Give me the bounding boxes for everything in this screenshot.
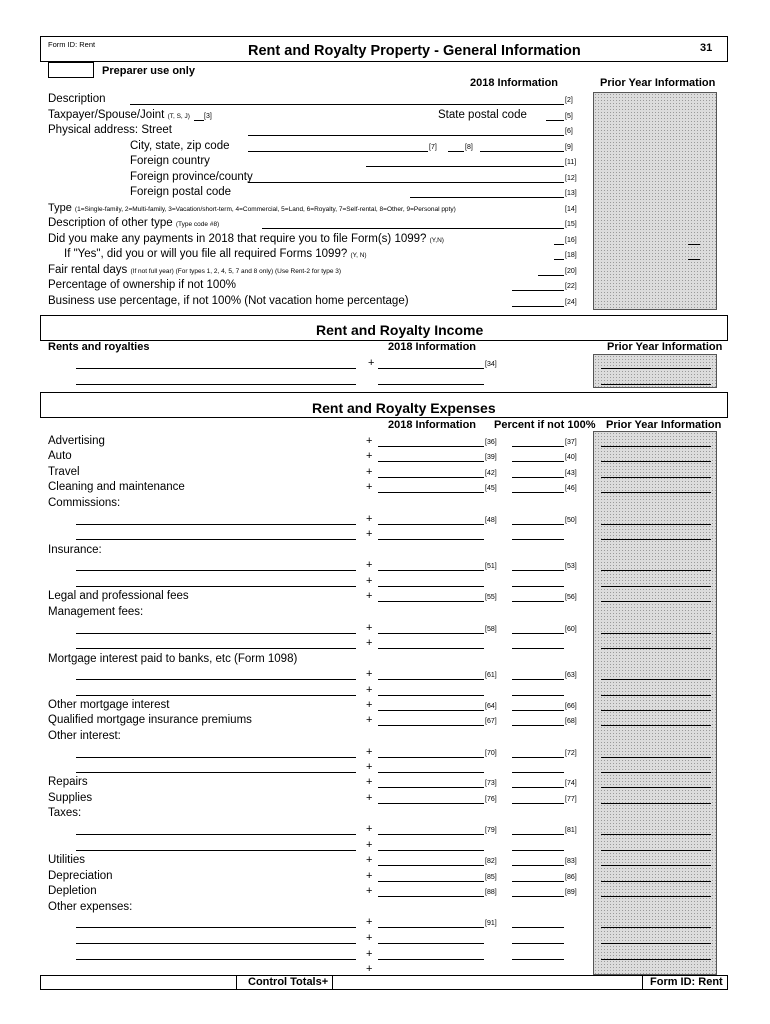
code-odes: [91] (485, 920, 497, 927)
code-odes: [53] (565, 563, 577, 570)
plus-sign: + (366, 435, 373, 447)
expense-percent-other-expenses-2[interactable] (512, 943, 564, 944)
expense-percent-management-2[interactable] (512, 648, 564, 649)
code-odes: [40] (565, 454, 577, 461)
income-col-prior: Prior Year Information (607, 341, 723, 353)
expense-amount-other-mortgage[interactable] (378, 710, 484, 711)
code-odes: [70] (485, 750, 497, 757)
prior-other-mortgage[interactable] (601, 710, 711, 711)
expense-amount-commissions-2[interactable] (378, 539, 484, 540)
foreign-postal-field[interactable] (410, 197, 564, 198)
expense-label-utilities: Utilities (48, 854, 86, 866)
prior-legal[interactable] (601, 601, 711, 602)
prior-other-expenses-2[interactable] (601, 943, 711, 944)
code-7: [7] (429, 144, 437, 151)
expense-desc-other-interest-1[interactable] (76, 757, 356, 758)
prior-management-2[interactable] (601, 648, 711, 649)
plus-sign: + (366, 622, 373, 634)
plus-sign: + (366, 746, 373, 758)
expense-amount-travel[interactable] (378, 477, 484, 478)
prior-insurance-2[interactable] (601, 586, 711, 587)
page-title: Rent and Royalty Property - General Information (248, 43, 581, 59)
expense-amount-insurance-2[interactable] (378, 586, 484, 587)
plus-sign: + (366, 528, 373, 540)
expense-percent-commissions-1[interactable] (512, 524, 564, 525)
code-odes: [72] (565, 750, 577, 757)
rents-royalties-label: Rents and royalties (48, 341, 150, 353)
plus-sign: + (366, 684, 373, 696)
plus-sign: + (366, 854, 373, 866)
other-type-field[interactable] (262, 228, 564, 229)
income-col-2018: 2018 Information (388, 341, 477, 353)
expense-desc-taxes-1[interactable] (76, 834, 356, 835)
code-5: [5] (565, 113, 573, 120)
code-odes: [48] (485, 517, 497, 524)
code-odes: [36] (485, 439, 497, 446)
rents-desc-1[interactable] (76, 368, 356, 369)
footer-divider-left (236, 975, 237, 990)
code-18: [18] (565, 252, 577, 259)
expense-desc-other-expenses-2[interactable] (76, 943, 356, 944)
prior-qualified-premiums[interactable] (601, 725, 711, 726)
code-15: [15] (565, 221, 577, 228)
expense-desc-commissions-2[interactable] (76, 539, 356, 540)
prior-payments-1099-field[interactable] (688, 244, 700, 245)
code-odes: [66] (565, 703, 577, 710)
expense-label-depletion: Depletion (48, 885, 97, 897)
expense-desc-other-interest-2[interactable] (76, 772, 356, 773)
rents-amount-2[interactable] (378, 384, 484, 385)
code-odes: [73] (485, 780, 497, 787)
prior-auto[interactable] (601, 461, 711, 462)
form-id-label: Form ID: Rent (48, 40, 96, 49)
expenses-col-2018: 2018 Information (388, 419, 477, 431)
expense-desc-insurance-1[interactable] (76, 570, 356, 571)
plus-sign: + (366, 699, 373, 711)
code-22: [22] (565, 283, 577, 290)
expense-label-other-interest: Other interest: (48, 730, 121, 742)
code-odes: [77] (565, 796, 577, 803)
code-odes: [76] (485, 796, 497, 803)
prior-year-column-expenses (593, 431, 717, 975)
description-label: Description (48, 93, 106, 105)
expense-amount-advertising[interactable] (378, 446, 484, 447)
prior-supplies[interactable] (601, 803, 711, 804)
expense-desc-insurance-2[interactable] (76, 586, 356, 587)
foreign-province-label: Foreign province/county (130, 171, 253, 183)
code-11: [11] (565, 159, 577, 166)
expense-label-mortgage: Mortgage interest paid to banks, etc (Form 1098) (48, 653, 298, 665)
expense-percent-legal[interactable] (512, 601, 564, 602)
expense-percent-cleaning[interactable] (512, 492, 564, 493)
plus-sign: + (366, 575, 373, 587)
expense-amount-other-expenses-3[interactable] (378, 959, 484, 960)
taxpayer-label: Taxpayer/Spouse/Joint (T, S, J) (48, 109, 190, 121)
code-odes: [86] (565, 874, 577, 881)
plus-sign: + (366, 776, 373, 788)
physical-address-label: Physical address: Street (48, 124, 173, 136)
zip-field[interactable] (480, 151, 564, 152)
prior-rents-2[interactable] (601, 384, 711, 385)
plus-sign: + (366, 466, 373, 478)
expense-percent-travel[interactable] (512, 477, 564, 478)
prior-if-yes-field[interactable] (688, 259, 700, 260)
expense-amount-taxes-1[interactable] (378, 834, 484, 835)
expenses-title: Rent and Royalty Expenses (312, 400, 496, 416)
prior-travel[interactable] (601, 477, 711, 478)
expense-desc-taxes-2[interactable] (76, 850, 356, 851)
expense-amount-qualified-premiums[interactable] (378, 725, 484, 726)
code-12: [12] (565, 175, 577, 182)
expense-percent-depletion[interactable] (512, 896, 564, 897)
code-9: [9] (565, 144, 573, 151)
street-field[interactable] (248, 135, 564, 136)
code-odes: [85] (485, 874, 497, 881)
code-odes: [50] (565, 517, 577, 524)
prior-advertising[interactable] (601, 446, 711, 447)
expense-amount-other-interest-2[interactable] (378, 772, 484, 773)
plus-sign: + (366, 668, 373, 680)
other-type-label: Description of other type (Type code #8) (48, 217, 220, 229)
expense-percent-advertising[interactable] (512, 446, 564, 447)
expense-label-advertising: Advertising (48, 435, 105, 447)
control-totals-label: Control Totals+ (248, 976, 329, 988)
code-3: [3] (204, 113, 212, 120)
expense-amount-depletion[interactable] (378, 896, 484, 897)
expense-percent-insurance-1[interactable] (512, 570, 564, 571)
code-20: [20] (565, 268, 577, 275)
expense-percent-other-interest-2[interactable] (512, 772, 564, 773)
expense-amount-cleaning[interactable] (378, 492, 484, 493)
expense-amount-other-interest-1[interactable] (378, 757, 484, 758)
page-number: 31 (700, 42, 713, 54)
expense-amount-legal[interactable] (378, 601, 484, 602)
code-odes: [42] (485, 470, 497, 477)
expense-amount-other-expenses-2[interactable] (378, 943, 484, 944)
code-24: [24] (565, 299, 577, 306)
foreign-province-field[interactable] (248, 182, 564, 183)
city-field[interactable] (248, 151, 428, 152)
col-prior-header: Prior Year Information (600, 77, 716, 89)
foreign-country-field[interactable] (366, 166, 564, 167)
footer-box (40, 975, 728, 990)
expense-percent-commissions-2[interactable] (512, 539, 564, 540)
code-odes: [74] (565, 780, 577, 787)
prior-mortgage-2[interactable] (601, 695, 711, 696)
prior-commissions-2[interactable] (601, 539, 711, 540)
code-odes: [39] (485, 454, 497, 461)
plus-sign: + (366, 761, 373, 773)
expense-percent-other-expenses-1[interactable] (512, 927, 564, 928)
prior-commissions-1[interactable] (601, 524, 711, 525)
code-13: [13] (565, 190, 577, 197)
expense-percent-taxes-2[interactable] (512, 850, 564, 851)
expense-percent-insurance-2[interactable] (512, 586, 564, 587)
expense-amount-insurance-1[interactable] (378, 570, 484, 571)
plus-sign: + (366, 839, 373, 851)
footer-divider-right (642, 975, 643, 990)
expense-desc-other-expenses-3[interactable] (76, 959, 356, 960)
preparer-label: Preparer use only (102, 65, 195, 77)
expense-label-management: Management fees: (48, 606, 144, 618)
code-odes: [60] (565, 626, 577, 633)
expense-label-taxes: Taxes: (48, 807, 82, 819)
expense-desc-other-expenses-1[interactable] (76, 927, 356, 928)
plus-sign: + (366, 450, 373, 462)
prior-management-1[interactable] (601, 633, 711, 634)
description-field[interactable] (130, 104, 564, 105)
code-odes: [89] (565, 889, 577, 896)
expense-amount-repairs[interactable] (378, 787, 484, 788)
plus-sign: + (366, 637, 373, 649)
prior-other-expenses-3[interactable] (601, 959, 711, 960)
type-label: Type (1=Single-family, 2=Multi-family, 3=Vacation/short-term, 4=Commercial, 5=Land, 6=Royalty, 7=Self-rental, 8=Other, 9=Personal ppty) (48, 202, 456, 214)
expense-percent-other-interest-1[interactable] (512, 757, 564, 758)
expense-amount-management-1[interactable] (378, 633, 484, 634)
expense-percent-auto[interactable] (512, 461, 564, 462)
ownership-label: Percentage of ownership if not 100% (48, 279, 236, 291)
expense-label-other-expenses: Other expenses: (48, 901, 133, 913)
expense-percent-supplies[interactable] (512, 803, 564, 804)
expense-amount-other-expenses-1[interactable] (378, 927, 484, 928)
state-field[interactable] (448, 151, 464, 152)
state-postal-field[interactable] (546, 120, 564, 121)
business-use-field[interactable] (512, 306, 564, 307)
fair-rental-field[interactable] (538, 275, 564, 276)
taxpayer-field[interactable] (194, 120, 204, 121)
code-14: [14] (565, 206, 577, 213)
prior-cleaning[interactable] (601, 492, 711, 493)
code-odes: [68] (565, 718, 577, 725)
rents-amount-1[interactable] (378, 368, 484, 369)
plus-sign: + (366, 823, 373, 835)
prior-depletion[interactable] (601, 896, 711, 897)
prior-insurance-1[interactable] (601, 570, 711, 571)
if-yes-field[interactable] (554, 259, 564, 260)
prior-utilities[interactable] (601, 865, 711, 866)
prior-other-expenses-1[interactable] (601, 927, 711, 928)
prior-other-interest-2[interactable] (601, 772, 711, 773)
expense-label-repairs: Repairs (48, 776, 88, 788)
prior-rents-1[interactable] (601, 368, 711, 369)
business-use-label: Business use percentage, if not 100% (Not vacation home percentage) (48, 295, 409, 307)
expense-amount-taxes-2[interactable] (378, 850, 484, 851)
prior-other-interest-1[interactable] (601, 757, 711, 758)
code-2: [2] (565, 97, 573, 104)
expense-percent-management-1[interactable] (512, 633, 564, 634)
expense-desc-management-1[interactable] (76, 633, 356, 634)
code-16: [16] (565, 237, 577, 244)
expense-amount-auto[interactable] (378, 461, 484, 462)
code-odes: [83] (565, 858, 577, 865)
expense-label-other-mortgage: Other mortgage interest (48, 699, 170, 711)
expense-amount-depreciation[interactable] (378, 881, 484, 882)
plus-sign: + (366, 963, 373, 975)
foreign-country-label: Foreign country (130, 155, 210, 167)
code-odes: [81] (565, 827, 577, 834)
expense-label-supplies: Supplies (48, 792, 93, 804)
code-odes: [56] (565, 594, 577, 601)
code-odes: [58] (485, 626, 497, 633)
prior-taxes-2[interactable] (601, 850, 711, 851)
expense-percent-depreciation[interactable] (512, 881, 564, 882)
footer-divider-mid (332, 975, 333, 990)
prior-repairs[interactable] (601, 787, 711, 788)
expense-percent-qualified-premiums[interactable] (512, 725, 564, 726)
code-odes: [43] (565, 470, 577, 477)
if-yes-label: If "Yes", did you or will you file all required Forms 1099? (Y, N) (64, 248, 367, 260)
expense-label-commissions: Commissions: (48, 497, 121, 509)
code-odes: [88] (485, 889, 497, 896)
code-odes: [55] (485, 594, 497, 601)
code-odes: [67] (485, 718, 497, 725)
code-odes: [61] (485, 672, 497, 679)
plus-sign: + (366, 932, 373, 944)
expense-percent-mortgage-1[interactable] (512, 679, 564, 680)
prior-mortgage-1[interactable] (601, 679, 711, 680)
plus-sign: + (366, 513, 373, 525)
expense-percent-utilities[interactable] (512, 865, 564, 866)
expense-percent-mortgage-2[interactable] (512, 695, 564, 696)
expense-desc-mortgage-2[interactable] (76, 695, 356, 696)
expense-label-auto: Auto (48, 450, 72, 462)
code-odes: [51] (485, 563, 497, 570)
expense-label-insurance: Insurance: (48, 544, 102, 556)
ownership-field[interactable] (512, 290, 564, 291)
rents-desc-2[interactable] (76, 384, 356, 385)
plus-sign: + (368, 357, 375, 369)
expense-desc-commissions-1[interactable] (76, 524, 356, 525)
code-odes: [63] (565, 672, 577, 679)
code-odes: [37] (565, 439, 577, 446)
plus-sign: + (366, 792, 373, 804)
plus-sign: + (366, 559, 373, 571)
expense-label-legal: Legal and professional fees (48, 590, 189, 602)
code-8: [8] (465, 144, 473, 151)
code-34: [34] (485, 361, 497, 368)
expense-percent-taxes-1[interactable] (512, 834, 564, 835)
code-odes: [64] (485, 703, 497, 710)
plus-sign: + (366, 948, 373, 960)
expense-amount-mortgage-2[interactable] (378, 695, 484, 696)
expense-label-travel: Travel (48, 466, 80, 478)
payments-1099-label: Did you make any payments in 2018 that require you to file Form(s) 1099? (Y,N) (48, 233, 444, 245)
state-postal-label: State postal code (438, 109, 527, 121)
code-odes: [45] (485, 485, 497, 492)
expense-percent-other-expenses-3[interactable] (512, 959, 564, 960)
plus-sign: + (366, 916, 373, 928)
income-title: Rent and Royalty Income (316, 322, 484, 338)
prior-year-column-income (593, 354, 717, 388)
expense-amount-supplies[interactable] (378, 803, 484, 804)
expenses-col-pct: Percent if not 100% (494, 419, 596, 431)
plus-sign: + (366, 870, 373, 882)
expense-label-cleaning: Cleaning and maintenance (48, 481, 185, 493)
expenses-col-prior: Prior Year Information (606, 419, 722, 431)
plus-sign: + (366, 481, 373, 493)
expense-desc-management-2[interactable] (76, 648, 356, 649)
code-odes: [79] (485, 827, 497, 834)
col-2018-header: 2018 Information (470, 77, 559, 89)
payments-1099-field[interactable] (554, 244, 564, 245)
prior-taxes-1[interactable] (601, 834, 711, 835)
expense-amount-utilities[interactable] (378, 865, 484, 866)
expense-percent-other-mortgage[interactable] (512, 710, 564, 711)
expense-label-qualified-premiums: Qualified mortgage insurance premiums (48, 714, 252, 726)
code-odes: [46] (565, 485, 577, 492)
prior-depreciation[interactable] (601, 881, 711, 882)
expense-percent-repairs[interactable] (512, 787, 564, 788)
expense-amount-commissions-1[interactable] (378, 524, 484, 525)
city-label: City, state, zip code (130, 140, 230, 152)
footer-form-id: Form ID: Rent (650, 976, 723, 988)
expense-desc-mortgage-1[interactable] (76, 679, 356, 680)
plus-sign: + (366, 714, 373, 726)
code-odes: [82] (485, 858, 497, 865)
code-6: [6] (565, 128, 573, 135)
expense-label-depreciation: Depreciation (48, 870, 113, 882)
expense-amount-mortgage-1[interactable] (378, 679, 484, 680)
plus-sign: + (366, 885, 373, 897)
preparer-input-box[interactable] (48, 62, 94, 78)
expense-amount-management-2[interactable] (378, 648, 484, 649)
fair-rental-label: Fair rental days (If not full year) (For types 1, 2, 4, 5, 7 and 8 only) (Use Rent-2 for type 3) (48, 264, 342, 276)
prior-year-column-general (593, 92, 717, 310)
plus-sign: + (366, 590, 373, 602)
foreign-postal-label: Foreign postal code (130, 186, 232, 198)
